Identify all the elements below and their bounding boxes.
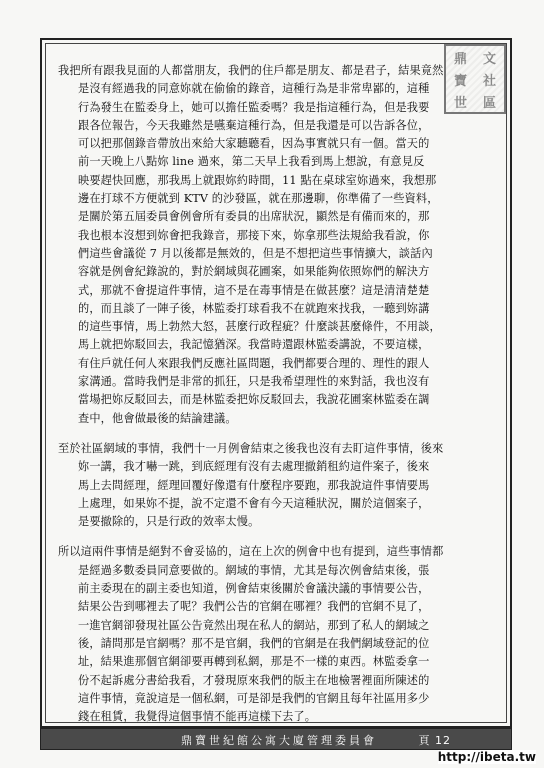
- text-line: 們這些會議從 7 月以後都是無效的，但是不想把這些事情擴大，談話內: [78, 246, 433, 260]
- seal-char: 社: [482, 73, 496, 89]
- text-line: 結果公告到哪裡去了呢？我們公告的官網在哪裡？我們的官網不見了，: [78, 600, 430, 614]
- text-line: 一進官網卻發現社區公告竟然出現在私人的網站，那到了私人的網域之: [78, 618, 430, 632]
- text-line: 的，而且談了一陣子後，林監委打球看我不在就跑來找我，一聽到妳講: [78, 301, 430, 315]
- text-line: 映要趕快回應，那我馬上就跟妳約時間，11 點在桌球室妳過來，我想那: [78, 173, 437, 187]
- seal-char: 文: [482, 51, 496, 67]
- text-line: 有住戶就任何人來跟我們反應社區問題，我們都要合理的、理性的跟人: [78, 356, 430, 370]
- text-line: 前主委現在的副主委也知道，例會結束後關於會議決議的事情要公告，: [78, 582, 430, 596]
- text-line: 址，結果進那個官網卻要再轉到私網，那是不一樣的東西。林監委拿一: [78, 655, 430, 669]
- page-number: 頁 12: [418, 734, 451, 747]
- text-line: 可以把那個錄音帶放出來給大家聽聽看，因為事實就只有一個。當天的: [78, 137, 430, 151]
- text-line: 邊在打球不方便就到 KTV 的沙發區，就在那邊聊，你準備了一些資料，: [78, 192, 439, 206]
- text-line: 所以這兩件事情是絕對不會妥協的，這在上次的例會中也有提到，這些事情都: [58, 545, 444, 559]
- text-line: 這件事情，竟說這是一個私網，可是卻是我們的官網且每年社區用多少: [78, 691, 430, 705]
- text-line: 是沒有經過我的同意妳就在偷偷的錄音，這種行為是非常卑鄙的，這種: [78, 82, 430, 96]
- text-line: 家溝通。當時我們是非常的抓狂，只是我希望理性的來對話，我也沒有: [78, 375, 430, 389]
- text-line: 錢在租賃，我覺得這個事情不能再這樣下去了。: [78, 710, 317, 724]
- body-paragraph: [58, 543, 488, 726]
- text-line: 馬上去問經理，經理回覆好像還有什麼程序要跑，那我說這件事情要馬: [78, 478, 430, 492]
- seal-char: 寶: [453, 73, 467, 89]
- text-line: 是經過多數委員同意要做的。網域的事情，尤其是每次例會結束後，張: [78, 563, 430, 577]
- body-paragraph: [58, 62, 488, 428]
- text-line: 後，請問那是官網嗎？那不是官網，我們的官網是在我們網域登記的位: [78, 636, 430, 650]
- text-line: 前一天晚上八點妳 line 過來，第二天早上我看到馬上想說，有意見反: [78, 155, 425, 169]
- text-line: 式，那就不會提這件事情，這不是在毒事情是在做甚麼？這是清清楚楚: [78, 283, 430, 297]
- footer-bar: [40, 728, 512, 750]
- document-body: [58, 62, 488, 738]
- text-line: 上處理，如果妳不提，說不定還不會有今天這種狀況，關於這個案子，: [78, 496, 430, 510]
- footer-title: 鼎寶世紀館公寓大廈管理委員會: [181, 734, 377, 747]
- text-line: 行為發生在監委身上，她可以擔任監委嗎？我是指這種行為，但是我要: [78, 100, 430, 114]
- text-line: 我把所有跟我見面的人都當朋友，我們的住戶都是朋友、都是君子，結果竟然: [58, 64, 444, 77]
- text-line: 至於社區網域的事情，我們十一月例會結束之後我也沒有去盯這件事情，後來: [58, 441, 444, 455]
- text-line: 當場把妳反駁回去，而是林監委把妳反駁回去，我說花圃案林監委在調: [78, 393, 430, 407]
- text-line: 查中，他會做最後的結論建議。: [78, 411, 237, 425]
- text-line: 跟各位報告，今天我雖然是嚥棄這種行為，但是我還是可以告訴各位，: [78, 118, 430, 132]
- text-line: 妳一講，我才嚇一跳，到底經理有沒有去處理撤銷租約這件案子，後來: [78, 460, 430, 474]
- text-line: 的這些事情，馬上勃然大怒，甚麼行政程疵？什麼談甚麼條件，不用談，: [78, 320, 441, 334]
- body-paragraph: [58, 440, 488, 531]
- seal-char: 鼎: [453, 51, 467, 67]
- text-line: 我也根本沒想到妳會把我錄音，那接下來，妳拿那些法規給我看說，你: [78, 228, 430, 242]
- seal-char: 區: [482, 95, 496, 111]
- text-line: 是要撤除的，只是行政的效率太慢。: [78, 515, 260, 529]
- text-line: 容就是例會紀錄說的，對於網域與花圃案，如果能夠依照妳們的解決方: [78, 265, 430, 279]
- text-line: 份不起訴處分書給我看，才發現原來我們的版主在地檢署裡面所陳述的: [78, 673, 430, 687]
- source-watermark: http://ibeta.tw: [437, 750, 536, 764]
- text-line: 馬上就把妳駁回去，我記憶猶深。我當時還跟林監委講說，不要這樣，: [78, 338, 430, 352]
- text-line: 是關於第五屆委員會例會所有委員的出席狀況，顯然是有備而來的，那: [78, 210, 430, 224]
- seal-char: 世: [453, 95, 467, 111]
